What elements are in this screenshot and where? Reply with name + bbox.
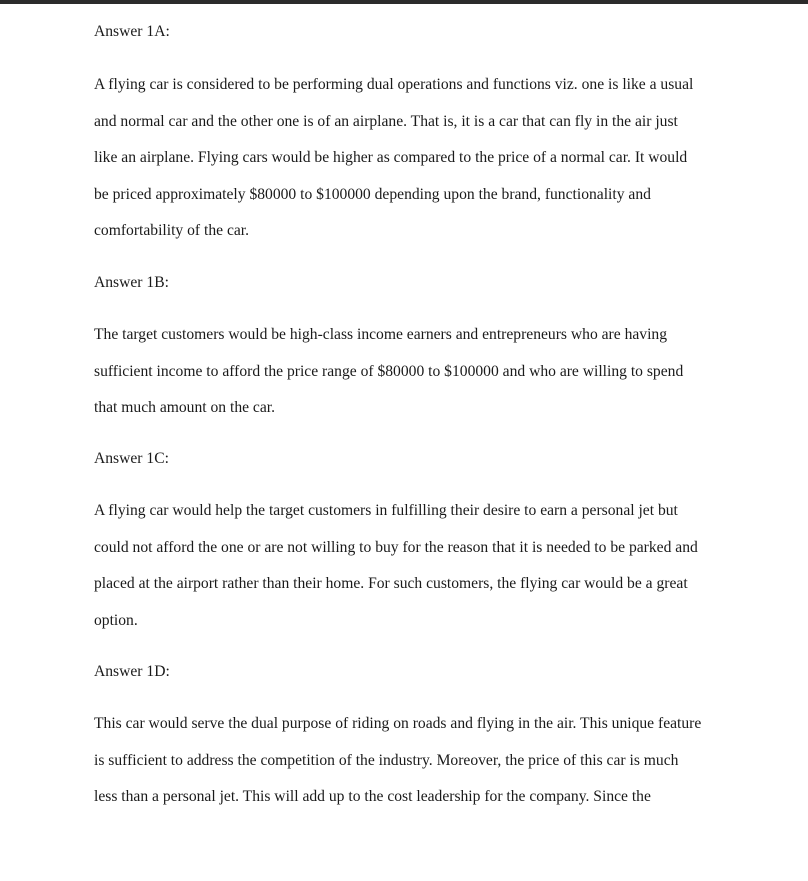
section-paragraph-1b: [94, 317, 683, 427]
paragraph-line: that much amount on the car.: [94, 399, 276, 417]
paragraph-line: like an airplane. Flying cars would be higher as compared to the price of a normal car. It would: [94, 149, 688, 167]
paragraph-line: sufficient income to afford the price range of $80000 to $100000 and who are willing to spend: [94, 362, 684, 380]
paragraph-line: and normal car and the other one is of an airplane. That is, it is a car that can fly in the air just: [94, 112, 678, 130]
paragraph-line: be priced approximately $80000 to $100000 depending upon the brand, functionality and: [94, 185, 651, 203]
paragraph-line: comfortability of the car.: [94, 222, 250, 240]
paragraph-line: The target customers would be high-class income earners and entrepreneurs who are having: [94, 326, 668, 343]
section-paragraph-1d: [94, 706, 701, 816]
paragraph-line: placed at the airport rather than their home. For such customers, the flying car would be a great: [94, 575, 688, 593]
section-heading-1a: Answer 1A:: [94, 23, 170, 40]
top-border: [0, 0, 808, 4]
section-heading-1c: Answer 1C:: [94, 450, 169, 467]
paragraph-line: This car would serve the dual purpose of riding on roads and flying in the air. This unique feature: [94, 715, 702, 732]
paragraph-line: A flying car is considered to be performing dual operations and functions viz. one is like a usual: [94, 76, 694, 93]
paragraph-line: less than a personal jet. This will add up to the cost leadership for the company. Since the: [94, 788, 651, 806]
section-paragraph-1a: [94, 67, 693, 250]
paragraph-line: option.: [94, 611, 138, 629]
section-heading-1b: Answer 1B:: [94, 274, 169, 291]
section-heading-1d: Answer 1D:: [94, 663, 170, 680]
paragraph-line: A flying car would help the target customers in fulfilling their desire to earn a personal jet but: [94, 502, 678, 519]
paragraph-line: is sufficient to address the competition of the industry. Moreover, the price of this car is much: [94, 751, 679, 769]
section-paragraph-1c: [94, 493, 698, 639]
paragraph-line: could not afford the one or are not willing to buy for the reason that it is needed to be parked and: [94, 538, 698, 556]
